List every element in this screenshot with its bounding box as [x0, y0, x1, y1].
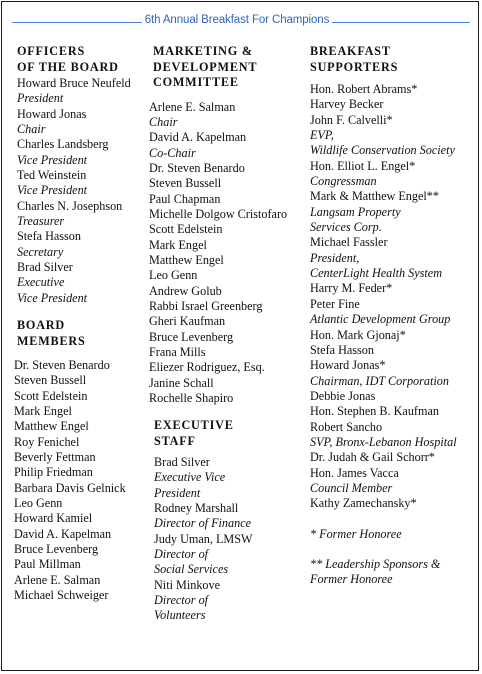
committee-member-name: Bruce Levenberg — [149, 329, 234, 344]
committee-member-name: Eliezer Rodriguez, Esq. — [149, 360, 265, 375]
executive-staff-section — [154, 418, 253, 624]
board-member-name: Philip Friedman — [14, 465, 93, 480]
header-rule-right — [332, 22, 470, 23]
committee-member-name: Janine Schall — [149, 375, 214, 390]
marketing-list — [149, 100, 287, 407]
staff-name: Niti Minkove — [154, 577, 221, 592]
supporter-title: Services Corp. — [310, 220, 382, 235]
committee-member-title: Chair — [149, 114, 178, 129]
supporters-list — [310, 82, 457, 512]
supporter-name: Hon. Mark Gjonaj* — [310, 327, 406, 342]
footnotes — [310, 527, 457, 588]
board-members-heading: BOARD MEMBERS — [17, 318, 86, 348]
supporter-name: Howard Jonas* — [310, 358, 386, 373]
board-member-name: Beverly Fettman — [14, 450, 96, 465]
committee-member-title: Co-Chair — [149, 145, 196, 160]
staff-name: Brad Silver — [154, 455, 210, 469]
board-member-name: Mark Engel — [14, 404, 72, 419]
committee-member-name: Scott Edelstein — [149, 222, 223, 237]
committee-member-name: Frana Mills — [149, 345, 206, 359]
supporter-title: CenterLight Health System — [310, 266, 443, 281]
header-rule-left — [12, 22, 142, 23]
board-member-name: Leo Genn — [14, 496, 63, 511]
committee-member-name: Gheri Kaufman — [149, 314, 226, 329]
board-member-name: Roy Fenichel — [14, 434, 80, 449]
staff-title: Director of — [154, 547, 209, 562]
officer-name: Howard Bruce Neufeld — [17, 76, 131, 90]
staff-name: Judy Uman, LMSW — [154, 531, 253, 546]
supporter-name: Hon. Robert Abrams* — [310, 82, 418, 96]
officers-heading: OFFICERS OF THE BOARD — [17, 44, 119, 74]
supporter-name: Robert Sancho — [310, 419, 383, 434]
supporter-name: Hon. Elliot L. Engel* — [310, 158, 416, 173]
committee-member-name: Rabbi Israel Greenberg — [149, 298, 263, 313]
officer-title: Vice President — [17, 183, 88, 198]
board-member-name: Paul Millman — [14, 557, 81, 572]
officer-title: Secretary — [17, 244, 64, 259]
supporters-heading: BREAKFAST SUPPORTERS — [310, 44, 399, 74]
supporter-title: President, — [310, 250, 360, 265]
supporter-title: Council Member — [310, 480, 393, 495]
officer-title: Treasurer — [17, 214, 65, 229]
supporter-name: Hon. James Vacca — [310, 465, 399, 480]
committee-member-name: Rochelle Shapiro — [149, 391, 234, 406]
officer-name: Howard Jonas — [17, 106, 87, 121]
supporter-name: Mark & Matthew Engel** — [310, 189, 439, 204]
committee-member-name: Matthew Engel — [149, 252, 224, 267]
committee-member-name: Paul Chapman — [149, 191, 221, 206]
executive-staff-heading: EXECUTIVE STAFF — [154, 418, 234, 448]
committee-member-name: Michelle Dolgow Cristofaro — [149, 206, 288, 221]
officer-title: President — [17, 91, 64, 106]
supporter-name: Peter Fine — [310, 296, 360, 311]
committee-member-name: Steven Bussell — [149, 176, 222, 191]
board-members-section — [14, 318, 126, 604]
board-member-name: David A. Kapelman — [14, 526, 112, 541]
board-member-name: Howard Kamiel — [14, 511, 93, 526]
supporter-title: Atlantic Development Group — [310, 312, 451, 327]
officer-title: Executive — [17, 275, 65, 290]
supporters-section — [310, 44, 457, 588]
officer-name: Ted Weinstein — [17, 168, 87, 183]
board-member-name: Matthew Engel — [14, 419, 89, 434]
board-member-name: Steven Bussell — [14, 373, 87, 388]
supporter-name: Kathy Zamechansky* — [310, 496, 417, 511]
supporter-name: Debbie Jonas — [310, 388, 376, 403]
supporter-title: Langsam Property — [310, 204, 401, 219]
footnote-leadership-sponsors-cont: Former Honoree — [310, 572, 393, 587]
committee-member-name: Leo Genn — [149, 268, 198, 283]
committee-member-name: Andrew Golub — [149, 283, 222, 298]
committee-member-name: David A. Kapelman — [149, 130, 247, 145]
event-title: 6th Annual Breakfast For Champions — [144, 14, 330, 26]
supporter-name: Harry M. Feder* — [310, 281, 393, 296]
supporter-name: Harvey Becker — [310, 97, 384, 112]
supporter-title: Congressman — [310, 174, 377, 189]
supporter-title: Chairman, IDT Corporation — [310, 373, 449, 388]
supporter-name: Hon. Stephen B. Kaufman — [310, 404, 439, 419]
marketing-section — [149, 44, 287, 406]
officer-title: Vice President — [17, 290, 88, 305]
board-member-name: Bruce Levenberg — [14, 542, 99, 557]
officers-section — [17, 44, 131, 306]
officers-list — [17, 76, 131, 306]
header — [12, 14, 470, 30]
officer-name: Brad Silver — [17, 260, 73, 275]
board-member-name: Dr. Steven Benardo — [14, 358, 110, 372]
staff-title: Director of — [154, 593, 209, 608]
staff-title: President — [154, 485, 201, 500]
footnote-leadership-sponsors: ** Leadership Sponsors & — [310, 556, 441, 571]
officer-title: Chair — [17, 122, 46, 137]
staff-title: Volunteers — [154, 608, 206, 623]
board-member-name: Scott Edelstein — [14, 388, 88, 403]
staff-title: Executive Vice — [154, 470, 226, 485]
board-members-list — [14, 358, 126, 604]
officer-name: Charles N. Josephson — [17, 198, 123, 213]
committee-member-name: Dr. Steven Benardo — [149, 160, 245, 175]
supporter-title: SVP, Bronx-Lebanon Hospital — [310, 434, 457, 449]
staff-title: Director of Finance — [154, 516, 252, 531]
supporter-name: Stefa Hasson — [310, 342, 374, 357]
supporter-title: EVP, — [310, 128, 334, 143]
committee-member-name: Arlene E. Salman — [149, 99, 236, 114]
supporter-name: Michael Fassler — [310, 235, 388, 250]
committee-member-name: Mark Engel — [149, 237, 207, 252]
supporter-name: John F. Calvelli* — [310, 112, 393, 127]
marketing-heading: MARKETING & DEVELOPMENT COMMITTEE — [153, 44, 258, 89]
officer-name: Stefa Hasson — [17, 229, 81, 244]
executive-staff-list — [154, 455, 253, 624]
board-member-name: Barbara Davis Gelnick — [14, 480, 126, 495]
staff-title: Social Services — [154, 562, 229, 577]
board-member-name: Michael Schweiger — [14, 588, 109, 603]
supporter-name: Dr. Judah & Gail Schorr* — [310, 450, 435, 465]
page-frame — [1, 1, 479, 671]
board-member-name: Arlene E. Salman — [14, 572, 101, 587]
officer-title: Vice President — [17, 152, 88, 167]
footnote-former-honoree: * Former Honoree — [310, 526, 402, 541]
supporter-title: Wildlife Conservation Society — [310, 143, 455, 158]
staff-name: Rodney Marshall — [154, 501, 239, 516]
officer-name: Charles Landsberg — [17, 137, 109, 152]
